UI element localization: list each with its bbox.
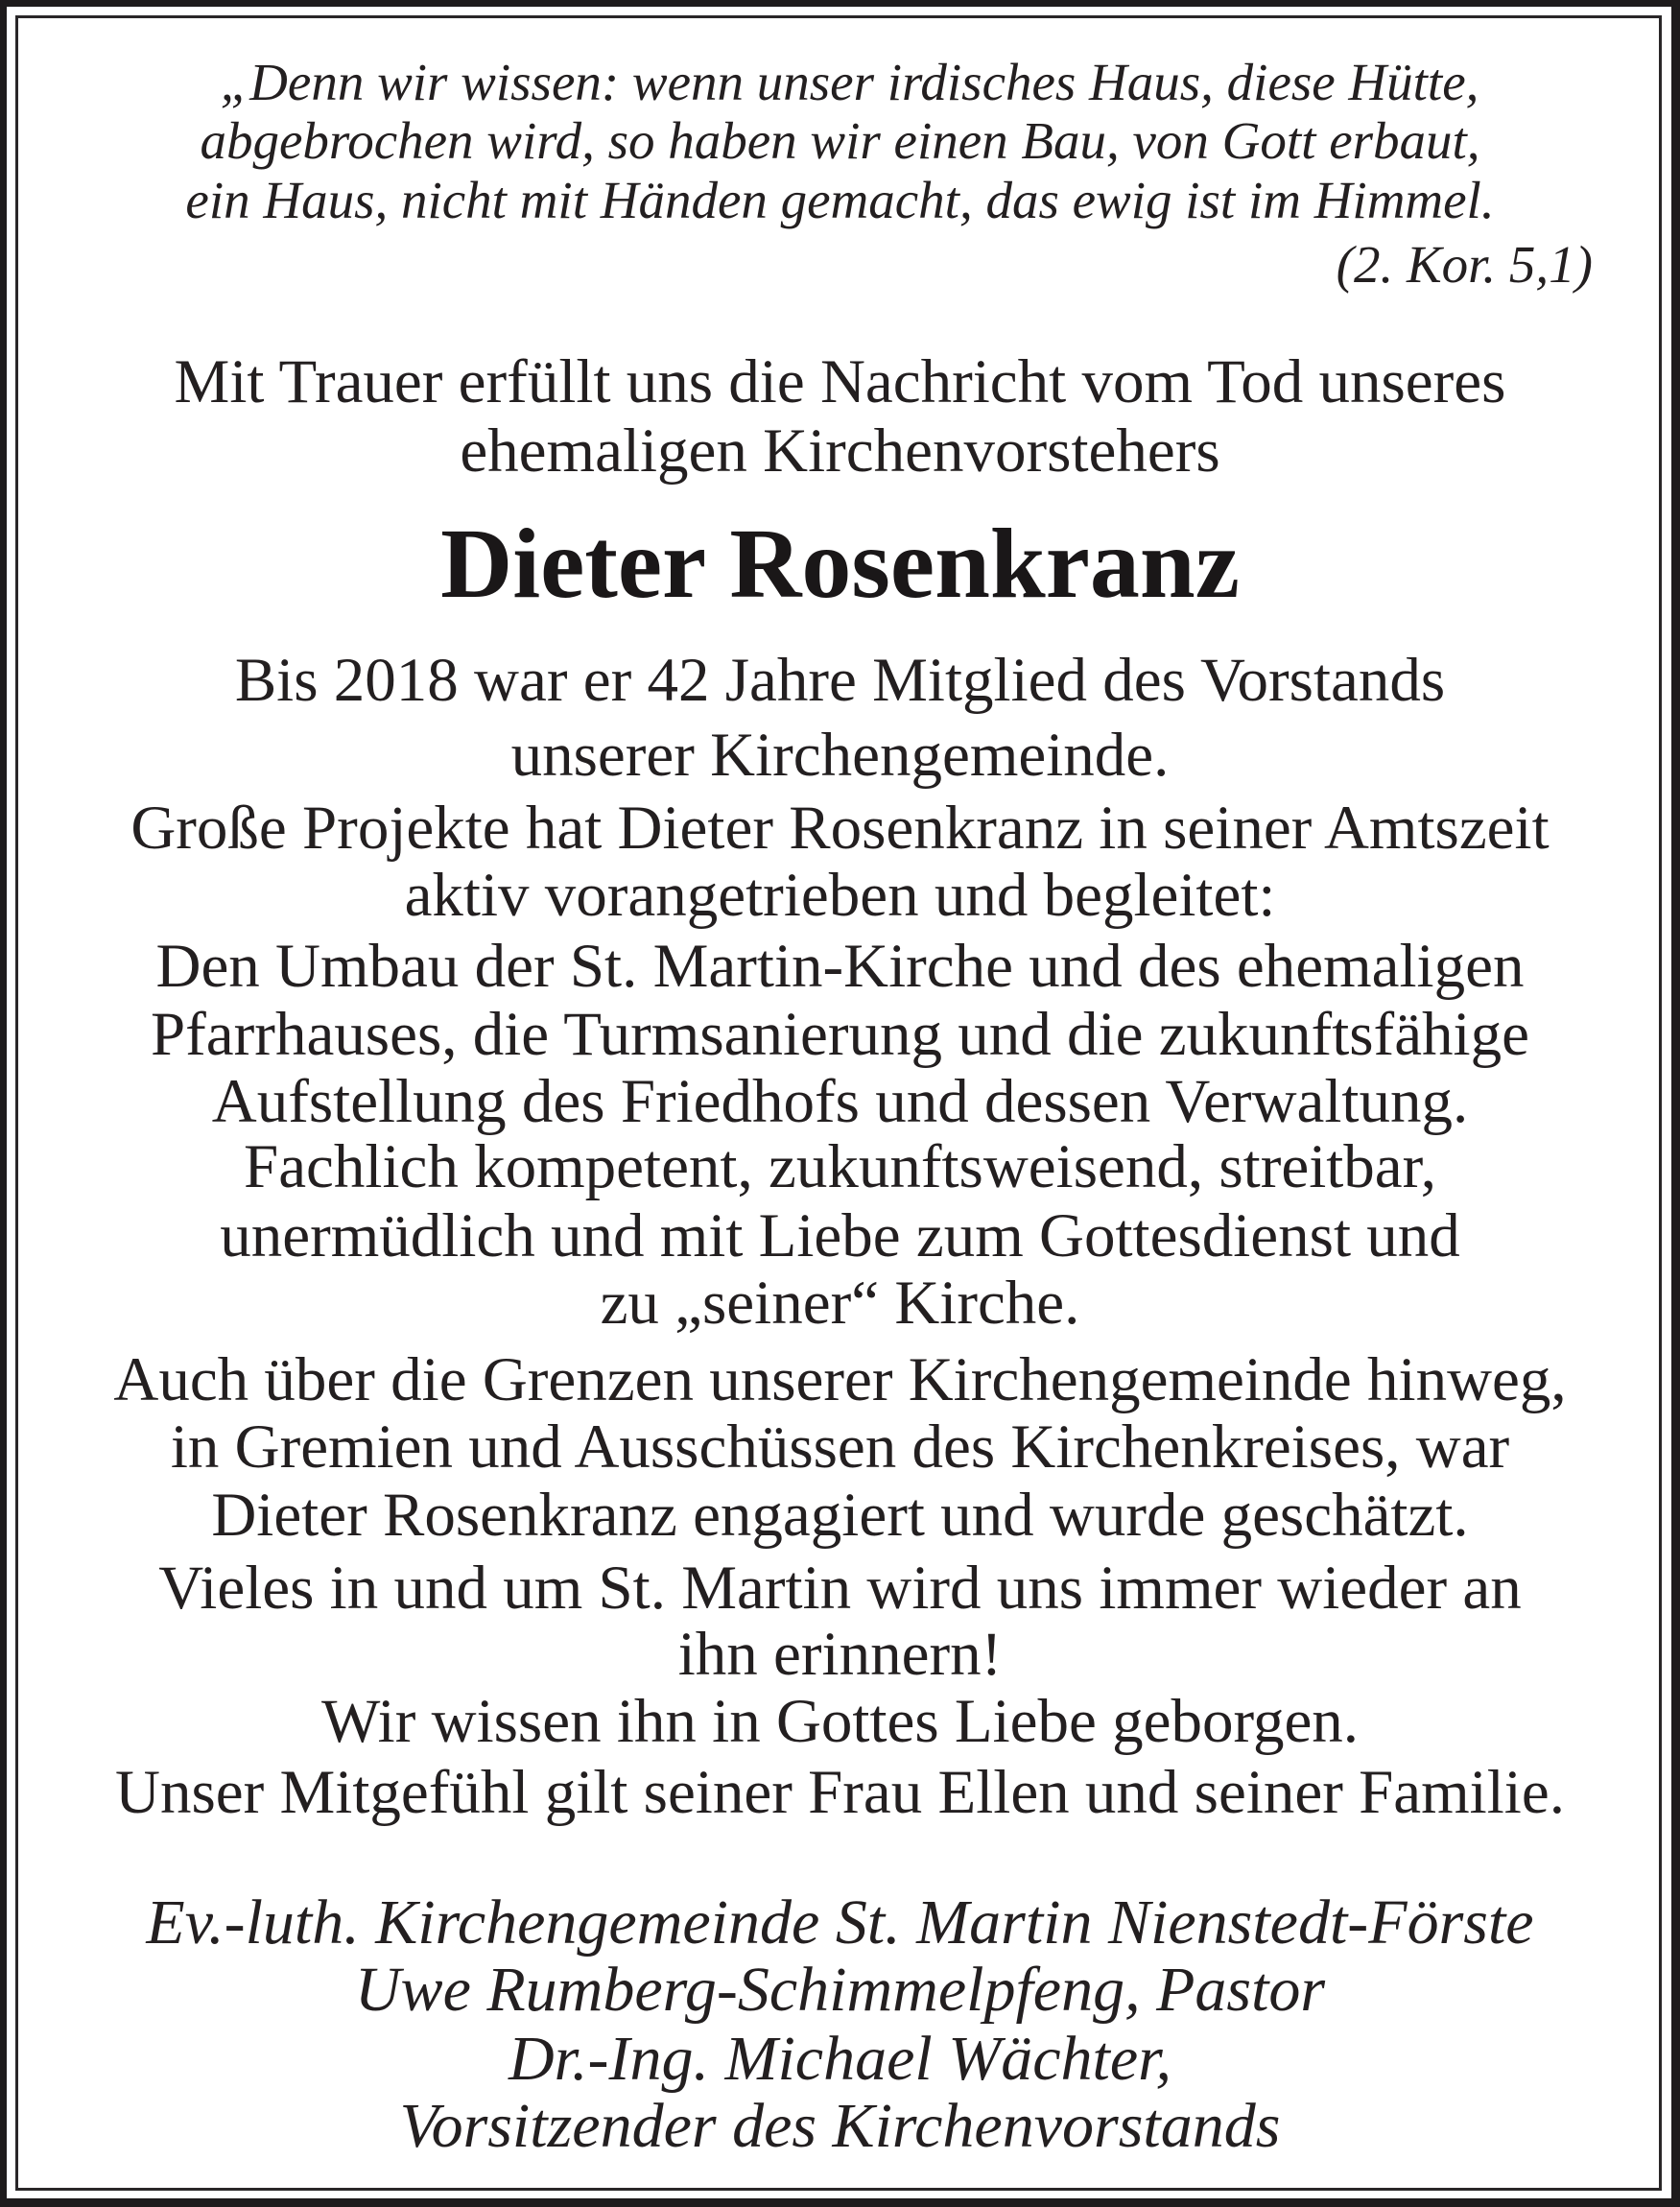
body-text: Unser Mitgefühl gilt seiner Frau Ellen und seiner Familie. xyxy=(115,1758,1565,1827)
body-line-14 xyxy=(0,1554,1680,1623)
bible-quote-line-3 xyxy=(0,171,1680,229)
body-line-16 xyxy=(0,1687,1680,1756)
bible-quote-text: „Denn wir wissen: wenn unser irdisches Haus, diese Hütte, xyxy=(220,53,1479,111)
body-text: Vieles in und um St. Martin wird uns immer wieder an xyxy=(158,1554,1522,1623)
body-line-15 xyxy=(0,1620,1680,1689)
body-text: unserer Kirchengemeinde. xyxy=(510,721,1170,790)
signature-text: Dr.-Ing. Michael Wächter, xyxy=(508,2024,1171,2094)
bible-quote-line-2 xyxy=(0,111,1680,170)
body-text: Aufstellung des Friedhofs und dessen Verwaltung. xyxy=(211,1067,1469,1136)
body-line-17 xyxy=(0,1758,1680,1827)
signature-line-4 xyxy=(0,2091,1680,2161)
body-text: Bis 2018 war er 42 Jahre Mitglied des Vorstands xyxy=(234,646,1446,715)
signature-text: Ev.-luth. Kirchengemeinde St. Martin Nienstedt-Förste xyxy=(146,1887,1534,1958)
body-text: zu „seiner“ Kirche. xyxy=(600,1269,1080,1338)
bible-quote-line-1 xyxy=(0,53,1680,111)
body-text: aktiv vorangetrieben und begleitet: xyxy=(404,861,1276,930)
body-text: Den Umbau der St. Martin-Kirche und des ehemaligen xyxy=(155,932,1525,1001)
body-line-9 xyxy=(0,1201,1680,1270)
body-line-5 xyxy=(0,932,1680,1001)
body-text: ihn erinnern! xyxy=(677,1620,1003,1689)
body-text: Auch über die Grenzen unserer Kirchengemeinde hinweg, xyxy=(113,1345,1567,1414)
deceased-name-heading xyxy=(0,509,1680,619)
body-text: Wir wissen ihn in Gottes Liebe geborgen. xyxy=(320,1687,1360,1756)
body-text: unermüdlich und mit Liebe zum Gottesdienst und xyxy=(220,1201,1460,1270)
body-line-3 xyxy=(0,794,1680,863)
intro-line-2 xyxy=(0,416,1680,486)
bible-quote-reference xyxy=(1336,235,1593,294)
signature-text: Vorsitzender des Kirchenvorstands xyxy=(399,2091,1281,2161)
body-line-12 xyxy=(0,1412,1680,1482)
signature-text: Uwe Rumberg-Schimmelpfeng, Pastor xyxy=(354,1955,1326,2025)
intro-text: Mit Trauer erfüllt uns die Nachricht vom Tod unseres xyxy=(174,347,1506,416)
intro-line-1 xyxy=(0,347,1680,416)
body-text: Große Projekte hat Dieter Rosenkranz in seiner Amtszeit xyxy=(130,794,1550,863)
body-line-13 xyxy=(0,1481,1680,1550)
body-line-7 xyxy=(0,1067,1680,1136)
bible-quote-text: abgebrochen wird, so haben wir einen Bau, von Gott erbaut, xyxy=(200,111,1480,170)
body-line-8 xyxy=(0,1132,1680,1201)
body-text: Pfarrhauses, die Turmsanierung und die zukunftsfähige xyxy=(151,1000,1529,1069)
body-line-6 xyxy=(0,1000,1680,1069)
intro-text: ehemaligen Kirchenvorstehers xyxy=(460,416,1220,486)
signature-line-1 xyxy=(0,1887,1680,1958)
body-line-10 xyxy=(0,1269,1680,1338)
body-line-11 xyxy=(0,1345,1680,1414)
body-line-4 xyxy=(0,861,1680,930)
bible-reference-text: (2. Kor. 5,1) xyxy=(1336,235,1593,294)
bible-quote-text: ein Haus, nicht mit Händen gemacht, das ewig ist im Himmel. xyxy=(185,171,1495,229)
body-text: Dieter Rosenkranz engagiert und wurde geschätzt. xyxy=(211,1481,1469,1550)
body-text: in Gremien und Ausschüssen des Kirchenkreises, war xyxy=(170,1412,1510,1482)
body-line-2 xyxy=(0,721,1680,790)
signature-line-3 xyxy=(0,2024,1680,2094)
signature-line-2 xyxy=(0,1955,1680,2025)
body-line-1 xyxy=(0,646,1680,715)
body-text: Fachlich kompetent, zukunftsweisend, streitbar, xyxy=(244,1132,1436,1201)
deceased-name: Dieter Rosenkranz xyxy=(440,509,1240,619)
